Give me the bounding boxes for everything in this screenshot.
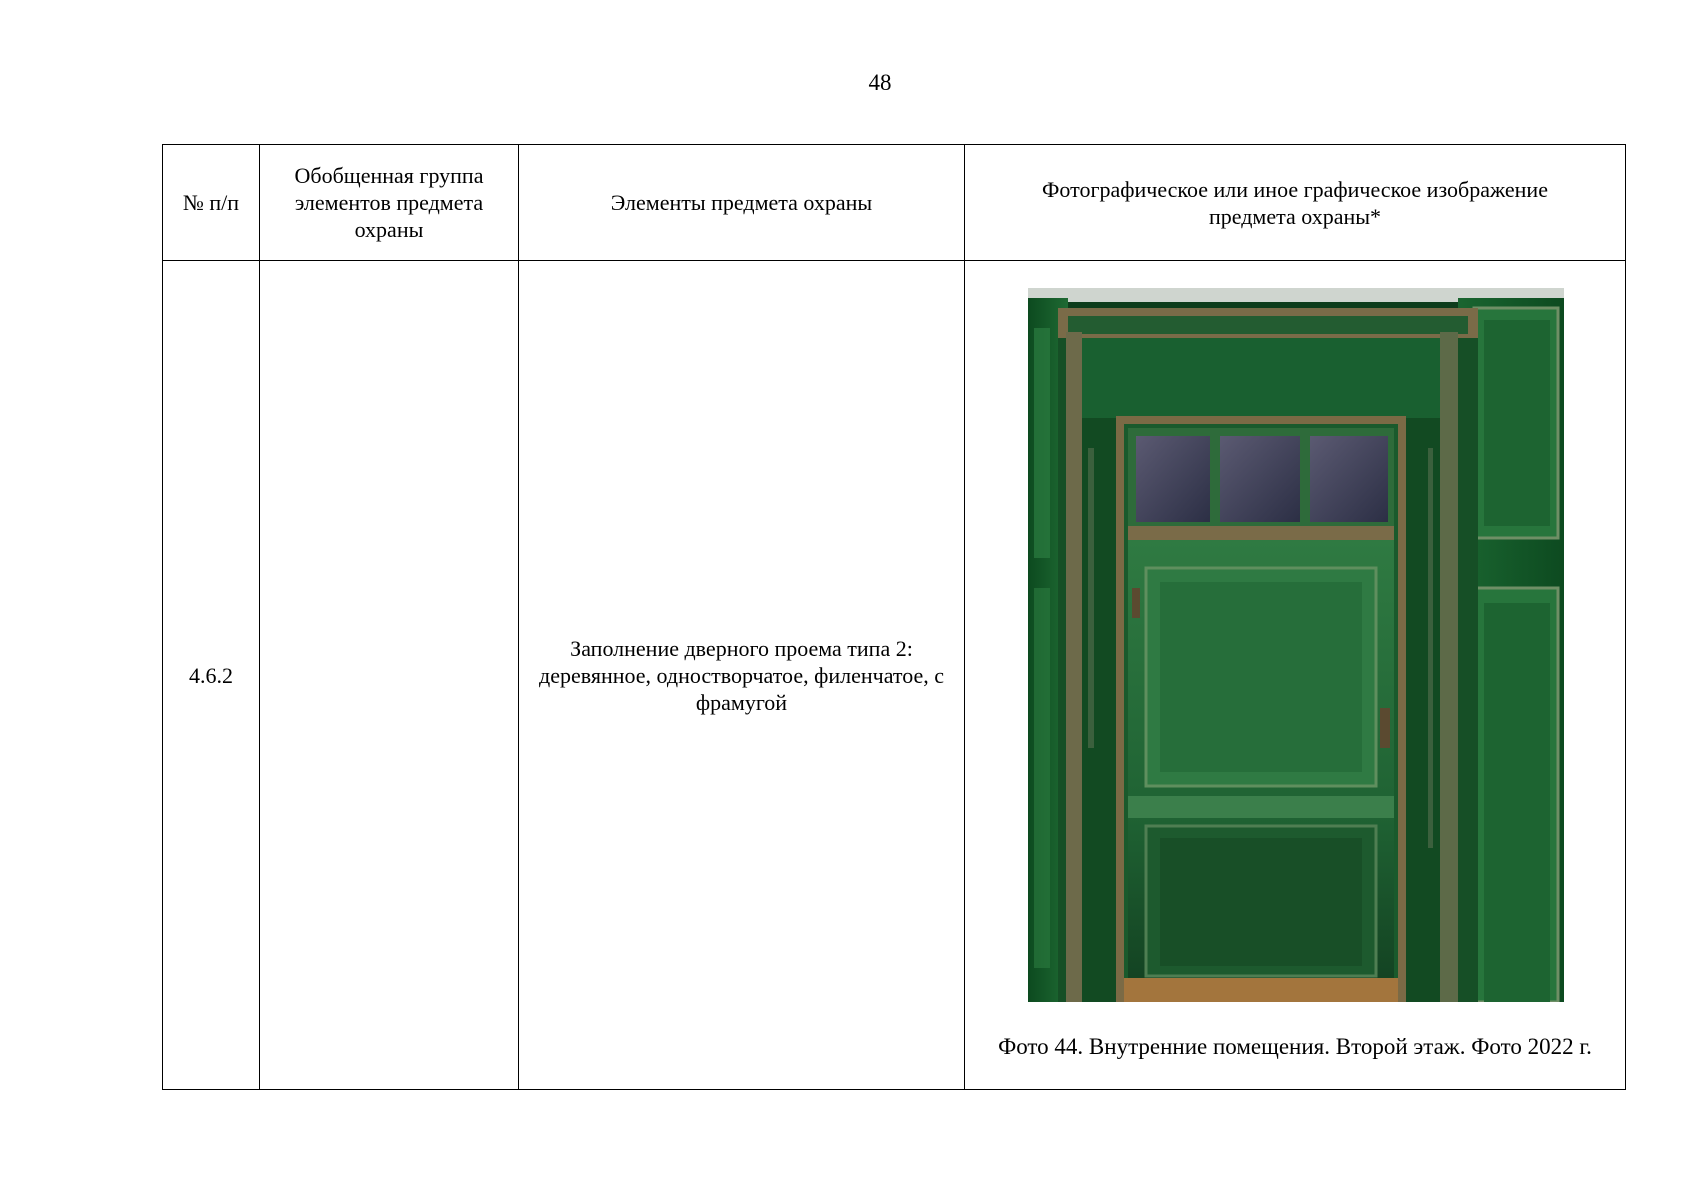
green-door-photo (1028, 288, 1564, 1002)
row-image-cell (965, 261, 1626, 1090)
row-elements: Заполнение дверного проема типа 2: деревянное, одностворчатое, филенчатое, с фрамугой (519, 261, 965, 1090)
header-elements: Элементы предмета охраны (519, 145, 965, 261)
protection-elements-table (162, 144, 1626, 1090)
photo-caption: Фото 44. Внутренние помещения. Второй этаж. Фото 2022 г. (998, 1034, 1592, 1059)
table-row (163, 261, 1626, 1090)
header-image: Фотографическое или иное графическое изображение предмета охраны* (965, 145, 1626, 261)
table-header-row (163, 145, 1626, 261)
page-number: 48 (868, 70, 892, 95)
row-num: 4.6.2 (163, 261, 260, 1090)
row-group (260, 261, 519, 1090)
header-num: № п/п (163, 145, 260, 261)
header-group: Обобщенная группа элементов предмета охраны (260, 145, 519, 261)
